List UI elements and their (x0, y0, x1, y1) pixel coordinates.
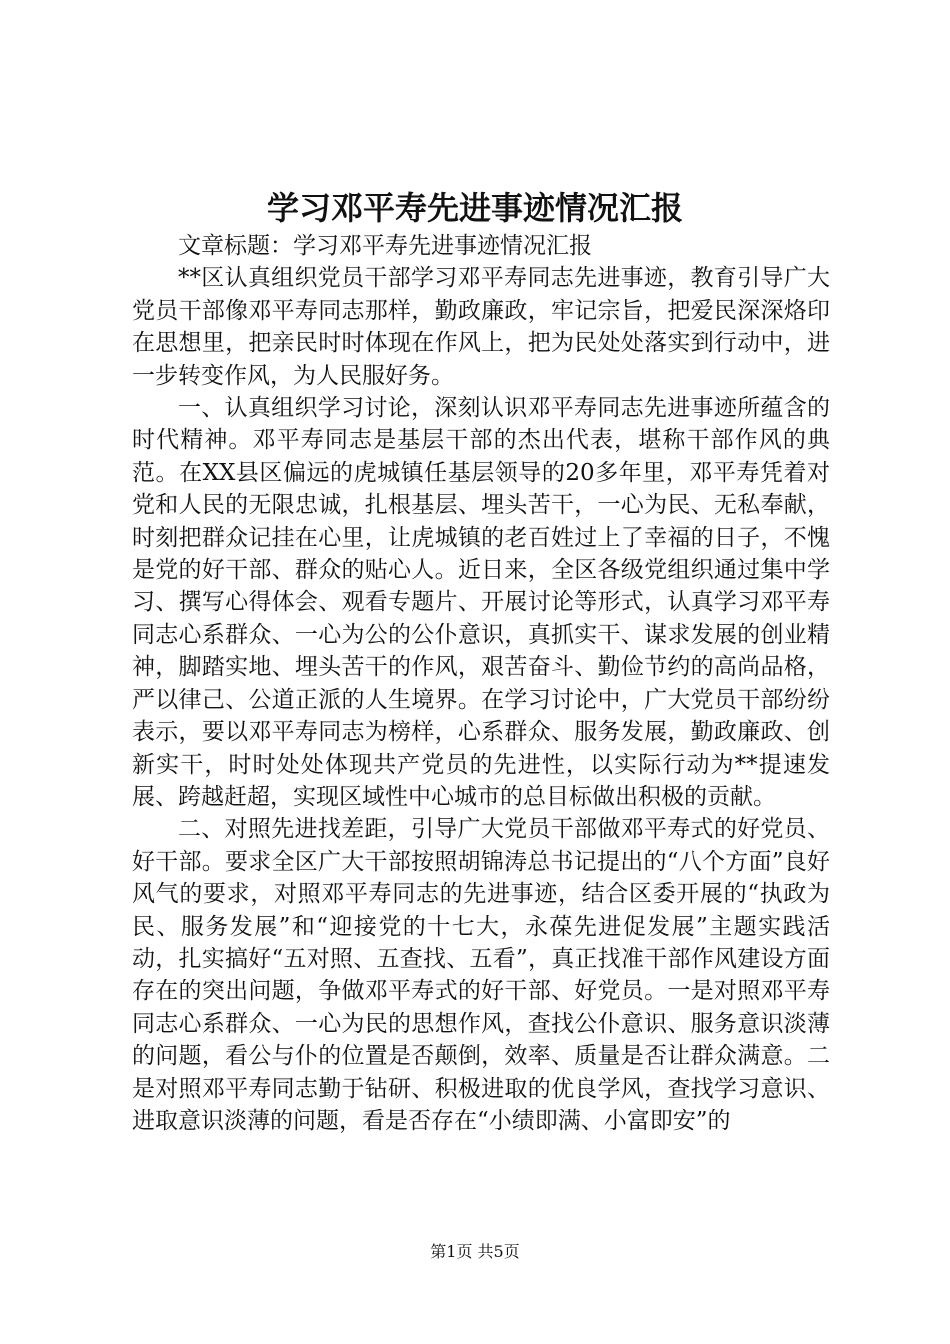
paragraph-section-one: 一、认真组织学习讨论，深刻认识邓平寿同志先进事迹所蕴含的时代精神。邓平寿同志是基层干部的杰出代表，堪称干部作风的典范。在XX县区偏远的虎城镇任基层领导的20多年里，邓平寿凭着对党和人民的无限忠诚，扎根基层、埋头苦干，一心为民、无私奉献，时刻把群众记挂在心里，让虎城镇的老百姓过上了幸福的日子，不愧是党的好干部、群众的贴心人。近日来，全区各级党组织通过集中学习、撰写心得体会、观看专题片、开展讨论等形式，认真学习邓平寿同志心系群众、一心为公的公仆意识，真抓实干、谋求发展的创业精神，脚踏实地、埋头苦干的作风，艰苦奋斗、勤俭节约的高尚品格，严以律己、公道正派的人生境界。在学习讨论中，广大党员干部纷纷表示，要以邓平寿同志为榜样，心系群众、服务发展，勤政廉政、创新实干，时时处处体现共产党员的先进性，以实际行动为**提速发展、跨越赶超，实现区域性中心城市的总目标做出积极的贡献。 (132, 395, 830, 810)
page-number: 第1页 共5页 (430, 1242, 520, 1261)
document-body (132, 230, 830, 1137)
document-title: 学习邓平寿先进事迹情况汇报 (266, 189, 683, 227)
paragraph-article-heading: 文章标题：学习邓平寿先进事迹情况汇报 (178, 233, 592, 259)
paragraph-section-two: 二、对照先进找差距，引导广大党员干部做邓平寿式的好党员、好干部。要求全区广大干部按照胡锦涛总书记提出的“八个方面”良好风气的要求，对照邓平寿同志的先进事迹，结合区委开展的“执政为民、服务发展”和“迎接党的十七大，永葆先进促发展”主题实践活动，扎实搞好“五对照、五查找、五看”，真正找准干部作风建设方面存在的突出问题，争做邓平寿式的好干部、好党员。一是对照邓平寿同志心系群众、一心为民的思想作风，查找公仆意识、服务意识淡薄的问题，看公与仆的位置是否颠倒，效率、质量是否让群众满意。二是对照邓平寿同志勤于钻研、积极进取的优良学风，查找学习意识、进取意识淡薄的问题，看是否存在“小绩即满、小富即安”的 (132, 816, 830, 1134)
paragraph-intro: **区认真组织党员干部学习邓平寿同志先进事迹，教育引导广大党员干部像邓平寿同志那样，勤政廉政，牢记宗旨，把爱民深深烙印在思想里，把亲民时时体现在作风上，把为民处处落实到行动中，进一步转变作风，为人民服好务。 (132, 265, 830, 389)
